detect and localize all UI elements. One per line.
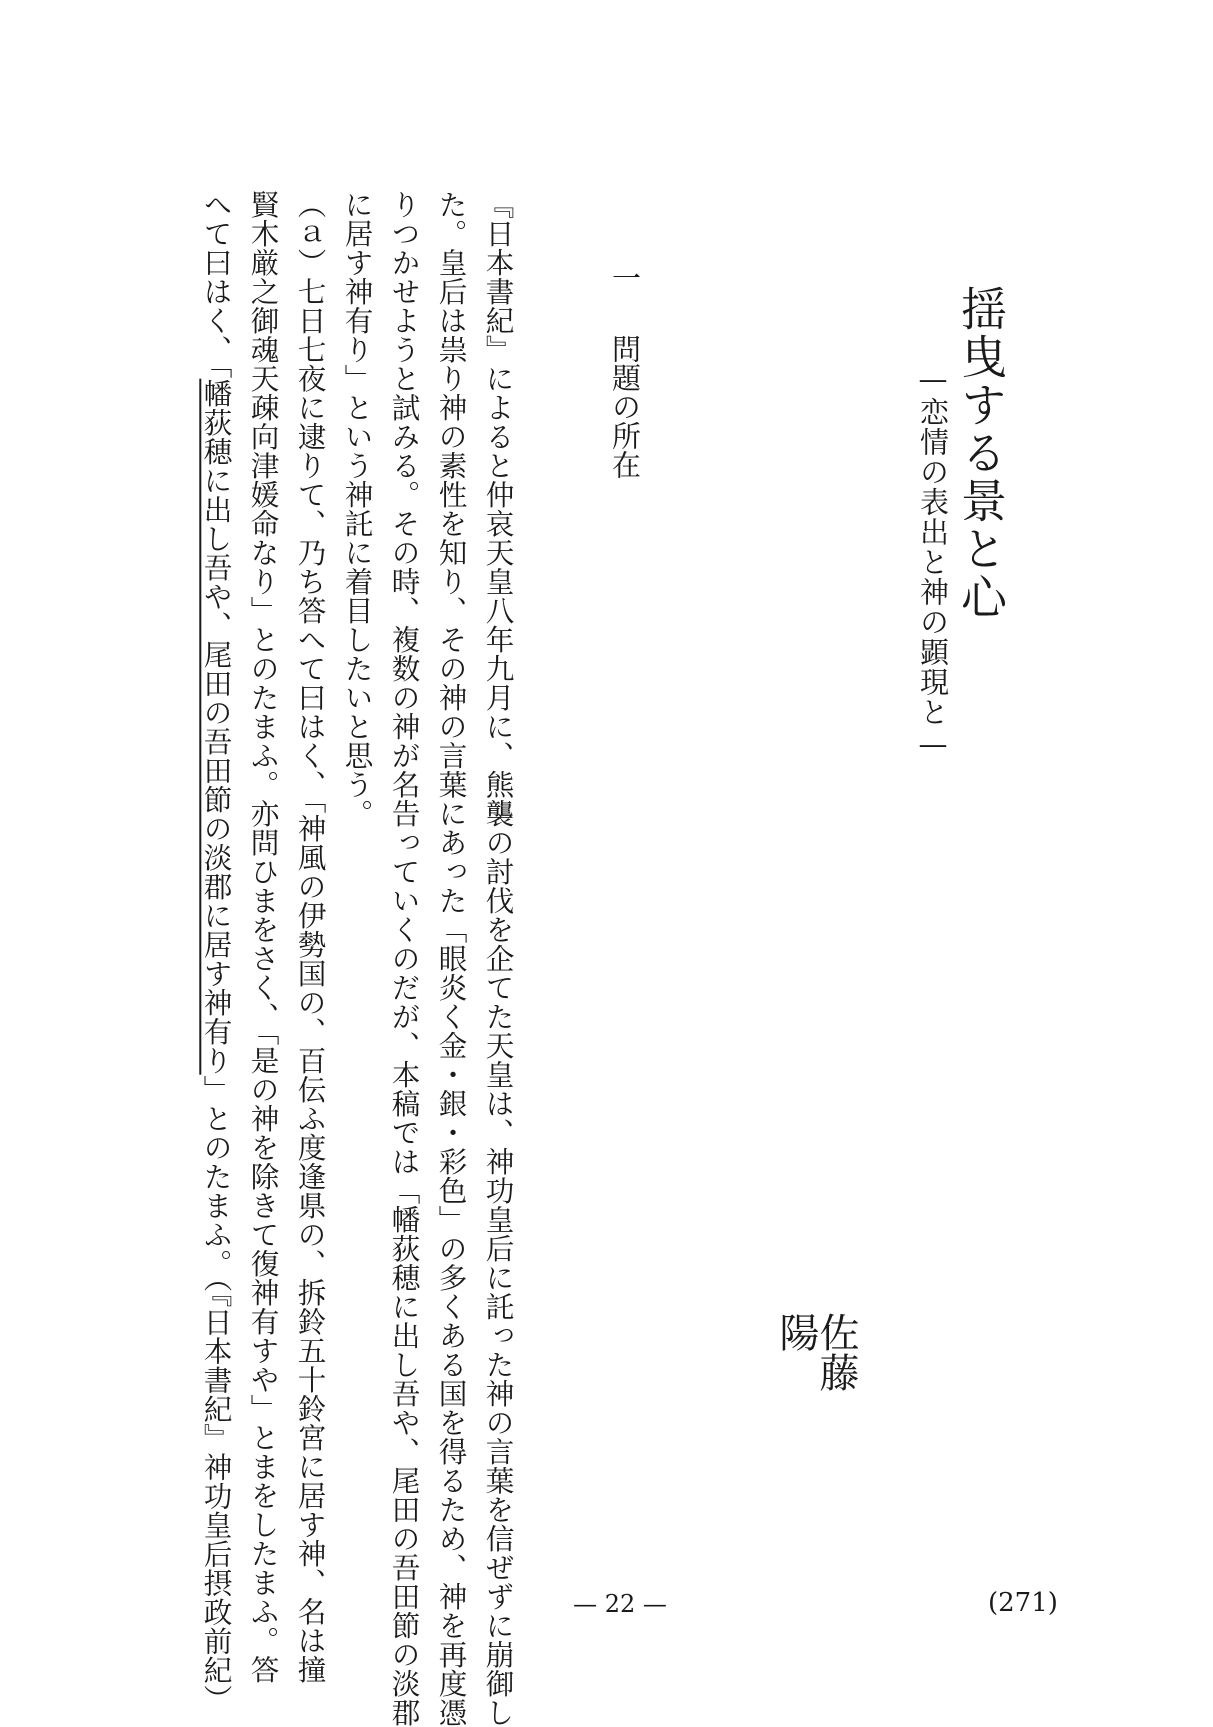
body-line-1: 『日本書紀』によると仲哀天皇八年九月に、熊襲の討伐を企てた天皇は、神功皇后に託った神の言葉を信ぜずに崩御し [481,190,516,1727]
body-line-3: りつかせようと試みる。その時、複数の神が名告っていくのだが、本稿では「幡荻穂に出し吾や、尾田の吾田節の淡郡 [387,190,422,1727]
body-line-4: に居す神有り」という神託に着目したいと思う。 [340,190,375,828]
author-surname: 佐藤 [813,1312,859,1392]
section-title: 問題の所在 [608,334,642,479]
underlined-oracle-text: 幡荻穂に出し吾や、尾田の吾田節の淡郡に居す神有り [199,378,234,1075]
page-number-alt: (271) [988,1588,1058,1618]
article-title: 揺曳する景と心 [954,285,1008,621]
quote-line-3-start: へて曰はく、「 [199,190,234,379]
author-name [773,1312,859,1392]
section-number: 一 [608,263,642,292]
quote-line-3 [199,190,234,1714]
quote-line-2: 賢木厳之御魂天疎向津媛命なり」とのたまふ。亦問ひまをさく、「是の神を除きて復神有すや」とまをしたまふ。答 [246,190,281,1684]
quote-line-3-end: 」とのたまふ。（『日本書紀』神功皇后摂政前紀） [199,1074,234,1714]
article-subtitle: —恋情の表出と神の顕現と— [916,362,950,762]
quote-line-1: （ａ）七日七夜に逮りて、乃ち答へて曰はく、「神風の伊勢国の、百伝ふ度逢県の、拆鈴五十鈴宮に居す神、名は撞 [293,190,328,1684]
section-heading [608,263,642,479]
body-line-2: た。皇后は祟り神の素性を知り、その神の言葉にあった「眼炎く金・銀・彩色」の多くある国を得るため、神を再度憑 [434,190,469,1727]
author-given-name: 陽 [773,1312,819,1352]
page-number: — 22 — [573,1590,667,1618]
